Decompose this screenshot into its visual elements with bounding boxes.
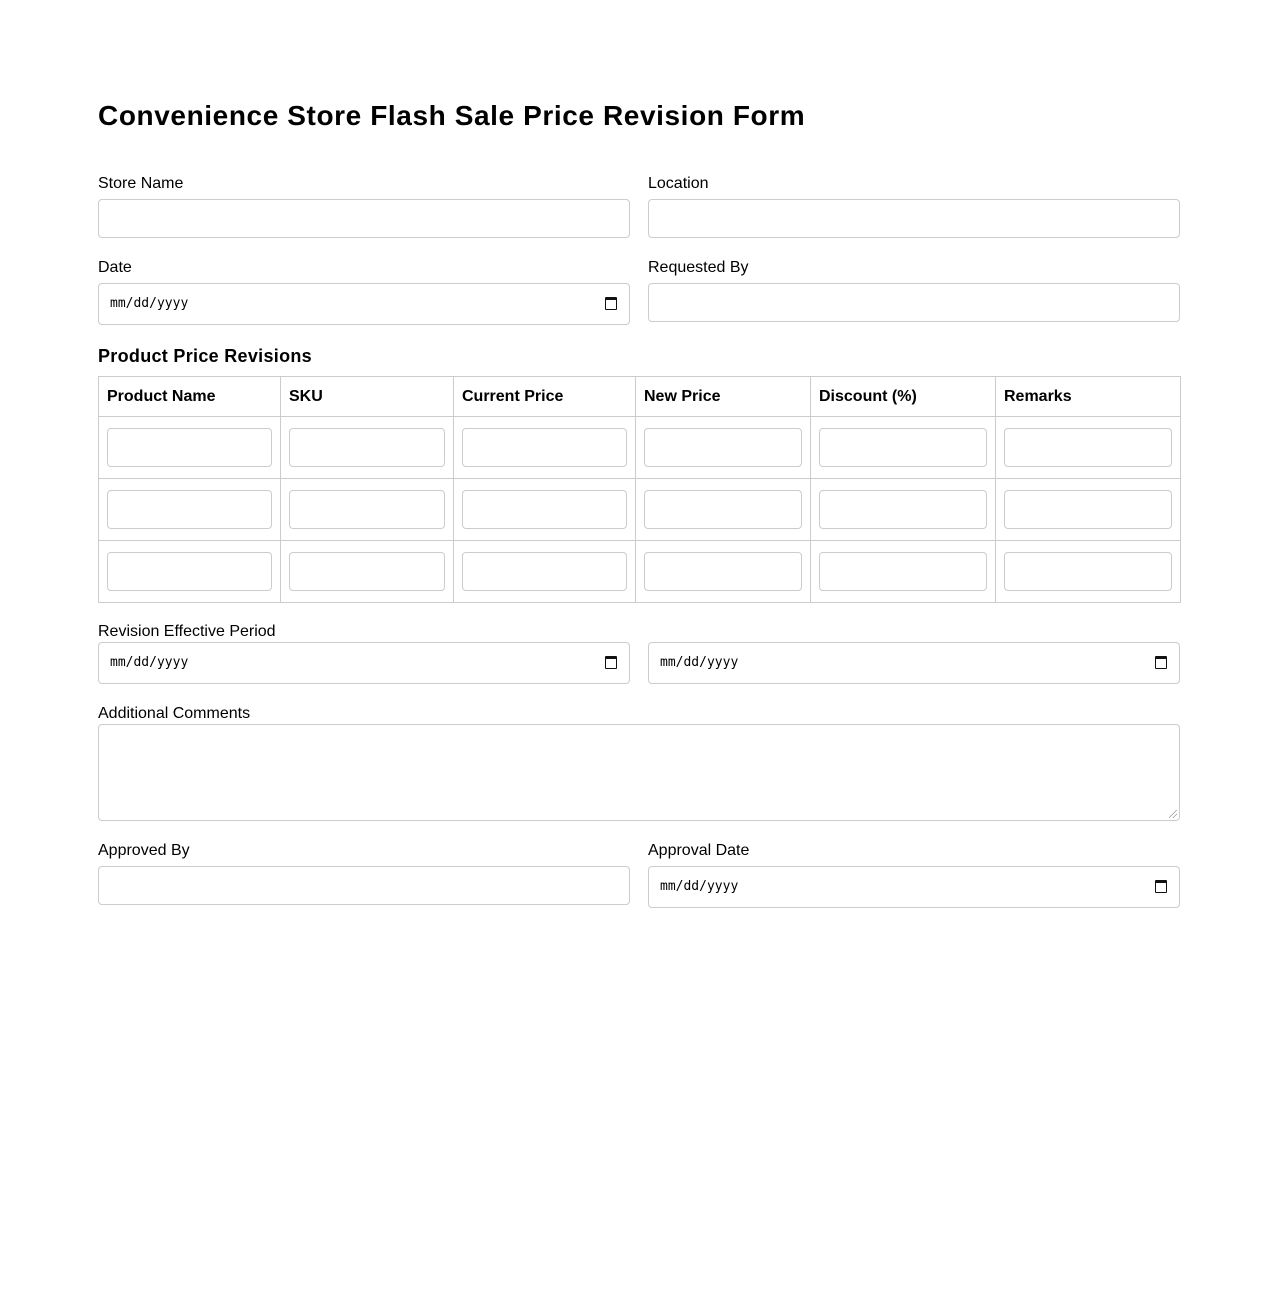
calendar-icon[interactable] bbox=[1155, 880, 1167, 893]
requested-by-label: Requested By bbox=[648, 259, 749, 276]
sku-input[interactable] bbox=[289, 428, 445, 467]
comments-textarea[interactable] bbox=[98, 724, 1180, 821]
column-header: New Price bbox=[636, 377, 811, 417]
column-header: Discount (%) bbox=[811, 377, 996, 417]
approved-by-input[interactable] bbox=[98, 866, 630, 905]
table-row bbox=[99, 479, 1181, 541]
calendar-icon[interactable] bbox=[605, 297, 617, 310]
sku-input[interactable] bbox=[289, 552, 445, 591]
remarks-input[interactable] bbox=[1004, 428, 1172, 467]
current-price-input[interactable] bbox=[462, 428, 627, 467]
page-title: Convenience Store Flash Sale Price Revision Form bbox=[98, 100, 806, 131]
requested-by-input[interactable] bbox=[648, 283, 1180, 322]
location-label: Location bbox=[648, 175, 709, 192]
calendar-icon[interactable] bbox=[1155, 656, 1167, 669]
sku-input[interactable] bbox=[289, 490, 445, 529]
location-input[interactable] bbox=[648, 199, 1180, 238]
approval-date-label: Approval Date bbox=[648, 842, 750, 859]
current-price-input[interactable] bbox=[462, 552, 627, 591]
date-label: Date bbox=[98, 259, 132, 276]
table-header-row bbox=[99, 377, 1181, 417]
effective-end-date-input[interactable] bbox=[648, 642, 1180, 684]
discount-input[interactable] bbox=[819, 490, 987, 529]
revisions-table bbox=[98, 376, 1181, 603]
remarks-input[interactable] bbox=[1004, 490, 1172, 529]
revisions-heading: Product Price Revisions bbox=[98, 346, 312, 366]
calendar-icon[interactable] bbox=[605, 656, 617, 669]
discount-input[interactable] bbox=[819, 552, 987, 591]
date-placeholder: mm/dd/yyyy bbox=[660, 655, 739, 670]
date-placeholder: mm/dd/yyyy bbox=[110, 655, 189, 670]
approved-by-label: Approved By bbox=[98, 842, 190, 859]
store-name-input[interactable] bbox=[98, 199, 630, 238]
effective-start-date-input[interactable] bbox=[98, 642, 630, 684]
column-header: SKU bbox=[281, 377, 454, 417]
date-input[interactable] bbox=[98, 283, 630, 325]
new-price-input[interactable] bbox=[644, 552, 802, 591]
column-header: Current Price bbox=[454, 377, 636, 417]
new-price-input[interactable] bbox=[644, 428, 802, 467]
column-header: Product Name bbox=[99, 377, 281, 417]
column-header: Remarks bbox=[996, 377, 1181, 417]
approval-date-input[interactable] bbox=[648, 866, 1180, 908]
resize-handle-icon[interactable] bbox=[1169, 810, 1177, 818]
store-name-label: Store Name bbox=[98, 175, 184, 192]
product-name-input[interactable] bbox=[107, 428, 272, 467]
date-placeholder: mm/dd/yyyy bbox=[660, 879, 739, 894]
remarks-input[interactable] bbox=[1004, 552, 1172, 591]
effective-period-label: Revision Effective Period bbox=[98, 623, 276, 640]
table-row bbox=[99, 417, 1181, 479]
table-row bbox=[99, 541, 1181, 603]
date-placeholder: mm/dd/yyyy bbox=[110, 296, 189, 311]
product-name-input[interactable] bbox=[107, 552, 272, 591]
discount-input[interactable] bbox=[819, 428, 987, 467]
product-name-input[interactable] bbox=[107, 490, 272, 529]
new-price-input[interactable] bbox=[644, 490, 802, 529]
comments-label: Additional Comments bbox=[98, 705, 251, 722]
current-price-input[interactable] bbox=[462, 490, 627, 529]
